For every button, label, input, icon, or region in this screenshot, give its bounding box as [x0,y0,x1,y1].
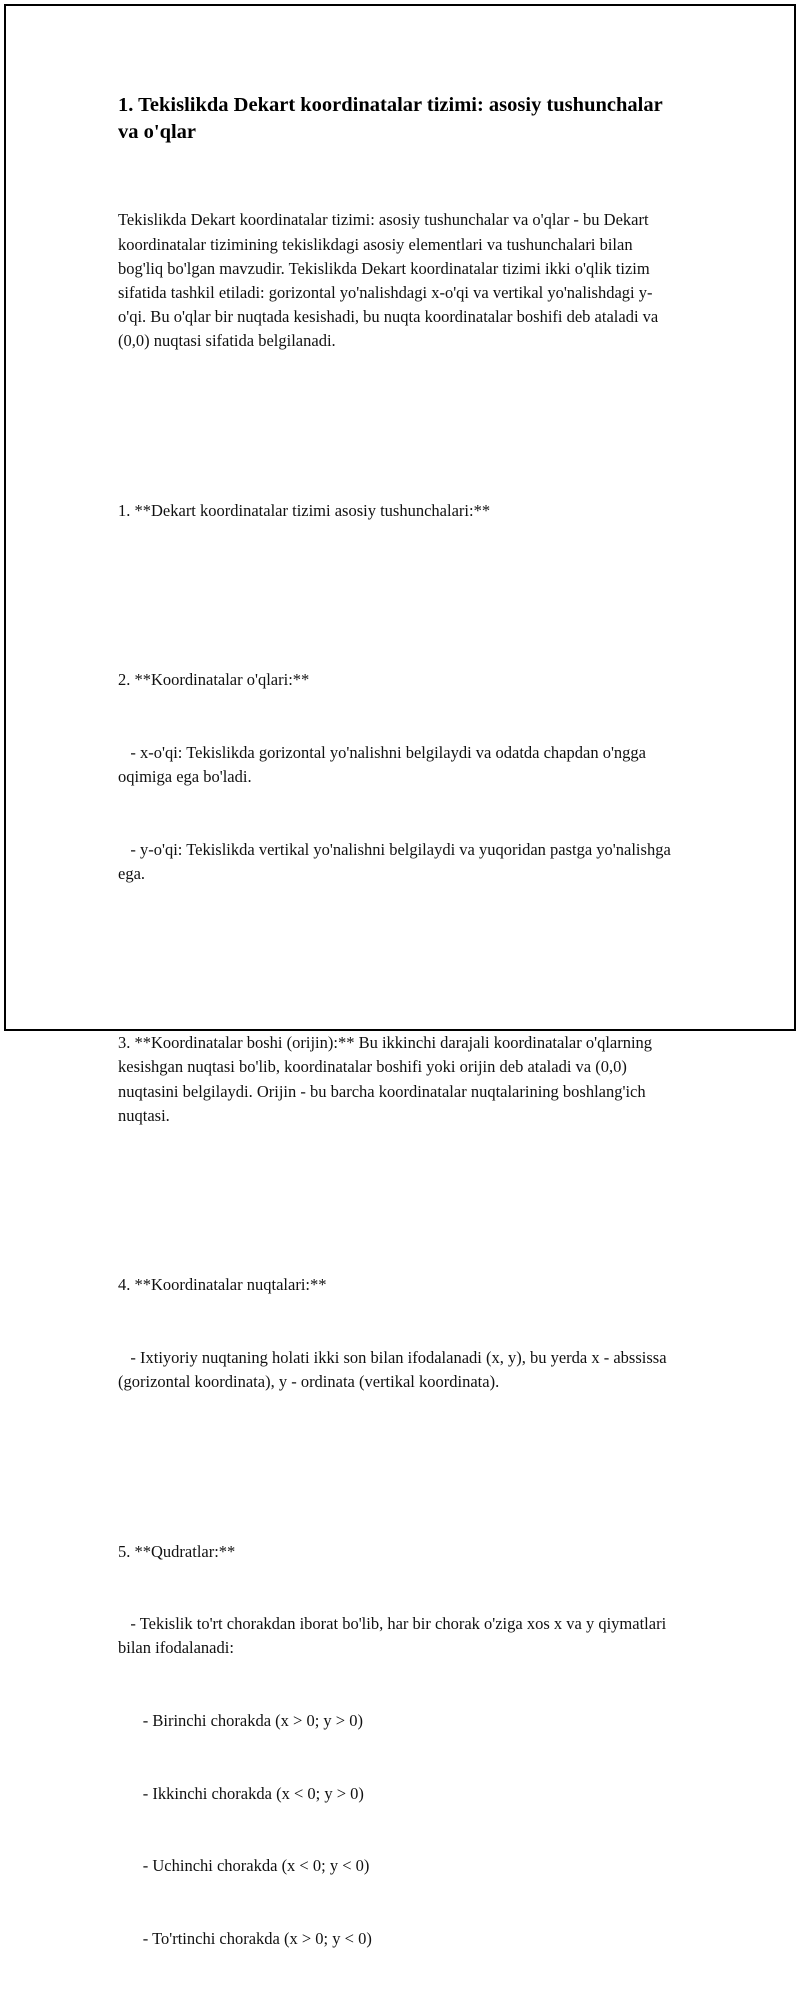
quadrant-item: - Uchinchi chorakda (x < 0; y < 0) [118,1856,370,1876]
document-text [118,160,678,1999]
page-title: 1. Tekislikda Dekart koordinatalar tizimi: asosiy tushunchalar va o'qlar [118,94,663,143]
section-1-heading: 1. **Dekart koordinatalar tizimi asosiy tushunchalari:** [118,500,491,520]
section-4-heading: 4. **Koordinatalar nuqtalari:** [118,1275,327,1295]
section-2-line: - y-o'qi: Tekislikda vertikal yo'nalishni belgilaydi va yuqoridan pastga yo'nalishga ega. [118,839,675,883]
paragraph-gap [118,1443,678,1467]
section-5-line: - Tekislik to'rt chorakdan iborat bo'lib, har bir chorak o'ziga xos x va y qiymatlari bilan ifodalanadi: [118,1614,671,1658]
quadrant-item: - To'rtinchi chorakda (x > 0; y < 0) [118,1928,372,1948]
paragraph-gap [118,1176,678,1200]
section-4-line: - Ixtiyoriy nuqtaning holati ikki son bilan ifodalanadi (x, y), bu yerda x - abssissa (gorizontal koordinata), y - ordinata (vertikal koordinata). [118,1347,671,1392]
intro-paragraph: Tekislikda Dekart koordinatalar tizimi: asosiy tushunchalar va o'qlar - bu Dekart koordinatalar tizimining tekislikdagi asosiy elementlari va tushunchalari bilan bog'liq bo'lgan mavzudir. Tekislikda Dekart koordinatalar tizimi ikki o'qlik tizim sifatida tashkil etiladi: gorizontal yo'nalishdagi x-o'qi va vertikal yo'nalishdagi y-o'qi. Bu o'qlar bir nuqtada kesishadi, bu nuqta koordinatalar boshifi deb ataladi va (0,0) nuqtasi sifatida belgilanadi. [118,210,663,351]
paragraph-gap [118,571,678,595]
section-2-heading: 2. **Koordinatalar o'qlari:** [118,670,310,690]
paragraph-gap [118,402,678,426]
quadrant-item: - Ikkinchi chorakda (x < 0; y > 0) [118,1783,364,1803]
section-5-heading: 5. **Qudratlar:** [118,1541,236,1561]
section-2-line: - x-o'qi: Tekislikda gorizontal yo'nalishni belgilaydi va odatda chapdan o'ngga oqimiga ega bo'ladi. [118,742,651,787]
paragraph-gap [118,934,678,958]
section-3-heading: 3. **Koordinatalar boshi (orijin):** Bu ikkinchi darajali koordinatalar o'qlarning kesishgan nuqtasi bo'lib, koordinatalar boshifi yoki orijin deb ataladi va (0,0) nuqtasini belgilaydi. Orijin - bu barcha koordinatalar nuqtalarining boshlang'ich nuqtasi. [118,1033,657,1125]
quadrant-item: - Birinchi chorakda (x > 0; y > 0) [118,1710,363,1730]
document-body [118,92,678,1999]
